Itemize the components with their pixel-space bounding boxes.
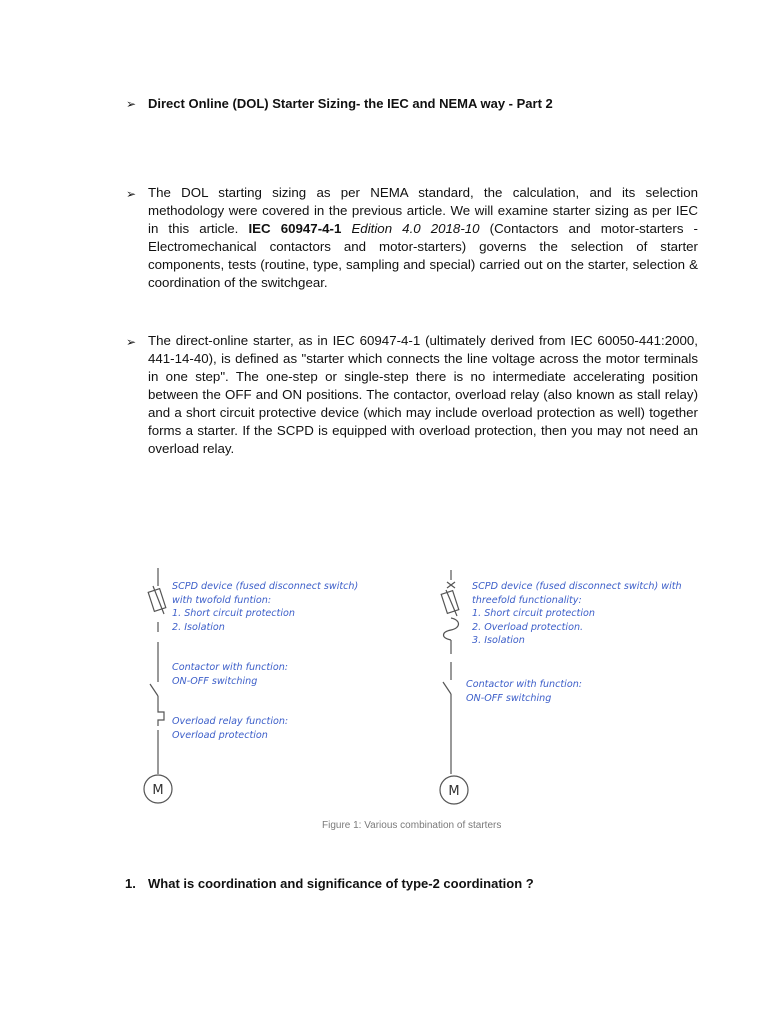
question-number: 1. bbox=[125, 876, 136, 891]
right-circuit bbox=[440, 570, 468, 804]
left-contactor-symbol bbox=[150, 684, 158, 696]
ann-line: ON-OFF switching bbox=[466, 692, 552, 704]
ann-line: SCPD device (fused disconnect switch) bbox=[172, 581, 359, 592]
ann-line: Contactor with function: bbox=[466, 679, 583, 690]
question-heading bbox=[125, 876, 534, 892]
right-thermal-symbol bbox=[444, 618, 459, 640]
ann-line: Contactor with function: bbox=[172, 662, 289, 673]
ann-line: Overload protection bbox=[172, 729, 268, 741]
ann-line: 1. Short circuit protection bbox=[472, 608, 595, 619]
para1-intro-text: The DOL starting sizing as per NEMA standard, the calculation, and its selection methodology were covered in the previous article. We will examine starter sizing as per IEC in this article. bbox=[148, 185, 698, 236]
left-fuse-symbol bbox=[148, 589, 166, 612]
ann-line: threefold functionality: bbox=[472, 594, 582, 606]
ann-line: Overload relay function: bbox=[172, 716, 289, 727]
left-scpd-annotation bbox=[172, 580, 358, 634]
ann-line: with twofold funtion: bbox=[172, 594, 272, 606]
left-circuit bbox=[144, 568, 172, 803]
paragraph-definition: The direct-online starter, as in IEC 60947-4-1 (ultimately derived from IEC 60050-441:2000, 441-14-40), is defined as "starter which connects the line voltage across the motor terminals in one step". The one-step or single-step there is no intermediate accelerating position between the OFF and ON positions. The contactor, overload relay (also known as stall relay) and a short circuit protective device (which may include overload protection as well) together forms a starter. If the SCPD is equipped with overload protection, then you may not need an overload relay. bbox=[148, 333, 698, 456]
para1-bullet: ➢ bbox=[126, 187, 137, 201]
right-motor-label: M bbox=[448, 784, 460, 799]
ann-line: 2. Isolation bbox=[172, 621, 225, 633]
para1-edition: Edition 4.0 2018-10 bbox=[351, 221, 480, 236]
figure-caption: Figure 1: Various combination of starters bbox=[322, 820, 502, 831]
ann-line: ON-OFF switching bbox=[172, 675, 258, 687]
ann-line: 3. Isolation bbox=[472, 635, 525, 646]
left-motor-label: M bbox=[152, 783, 164, 798]
ann-line: 2. Overload protection. bbox=[472, 621, 584, 633]
para2-bullet: ➢ bbox=[126, 335, 137, 349]
right-contactor-annotation bbox=[466, 678, 582, 705]
ann-line: SCPD device (fused disconnect switch) with bbox=[472, 581, 682, 592]
para1-standard: IEC 60947-4-1 bbox=[248, 221, 342, 236]
left-overload-symbol bbox=[158, 706, 164, 726]
page-heading: Direct Online (DOL) Starter Sizing- the IEC and NEMA way - Part 2 bbox=[148, 96, 553, 111]
para1-rest-text: (Contactors and motor-starters - Electromechanical contactors and motor-starters) governs the selection of starter components, tests (routine, type, sampling and special) carried out on the starter, selection & coordination of the switchgear. bbox=[148, 221, 698, 290]
right-scpd-annotation bbox=[472, 580, 682, 648]
ann-line: 1. Short circuit protection bbox=[172, 608, 295, 619]
left-overload-annotation bbox=[172, 715, 288, 742]
question-text: What is coordination and significance of type-2 coordination ? bbox=[148, 876, 534, 891]
heading-bullet: ➢ bbox=[126, 97, 137, 111]
right-contactor-symbol bbox=[443, 682, 451, 694]
right-fuse-symbol bbox=[441, 591, 459, 614]
starter-figure bbox=[120, 560, 700, 840]
left-contactor-annotation bbox=[172, 661, 288, 688]
paragraph-intro bbox=[148, 184, 698, 292]
